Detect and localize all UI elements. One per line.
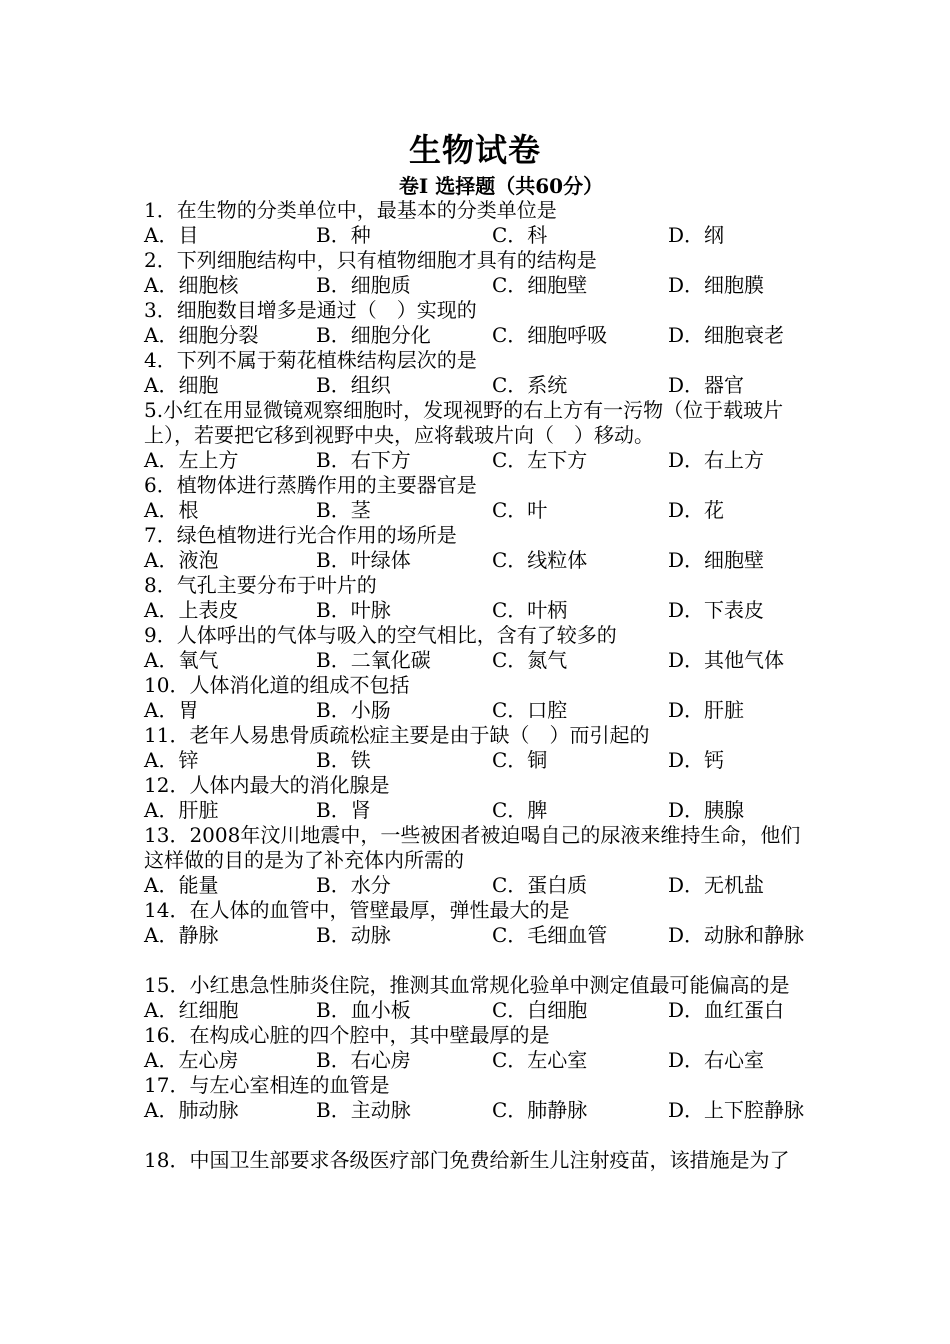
answer-option: C．铜 [492,748,548,772]
question-stem: 14．在人体的血管中，管壁最厚，弹性最大的是 [144,898,570,922]
question-stem: 2．下列细胞结构中，只有植物细胞才具有的结构是 [144,248,597,272]
question-stem: 10．人体消化道的组成不包括 [144,673,410,697]
question-item [144,198,812,248]
answer-option: D．细胞衰老 [668,323,785,347]
answer-option: A．红细胞 [144,998,239,1022]
answer-option: B．小肠 [316,698,391,722]
answer-option: A．细胞 [144,373,219,397]
answer-option: B．右下方 [316,448,411,472]
answer-option: D．细胞壁 [668,548,765,572]
answer-option: B．动脉 [316,923,391,947]
answer-option: C．细胞壁 [492,273,588,297]
answer-option: B．二氧化碳 [316,648,431,672]
answer-option: C．细胞呼吸 [492,323,608,347]
answer-option: D．花 [668,498,725,522]
answer-option: A．氧气 [144,648,219,672]
page-title: 生物试卷 [408,131,541,169]
answer-options [144,323,812,348]
question-item [144,248,812,298]
answer-option: B．叶脉 [316,598,391,622]
answer-option: B．血小板 [316,998,411,1022]
answer-option: D．右上方 [668,448,765,472]
answer-option: D．动脉和静脉 [668,923,805,947]
answer-option: D．上下腔静脉 [668,1098,805,1122]
answer-option: A．左上方 [144,448,239,472]
answer-option: C．左心室 [492,1048,588,1072]
answer-options [144,273,812,298]
answer-option: A．液泡 [144,548,219,572]
answer-option: B．细胞分化 [316,323,431,347]
question-stem: 7．绿色植物进行光合作用的场所是 [144,523,457,547]
answer-option: C．口腔 [492,698,568,722]
question-item [144,673,812,723]
question-item [144,723,812,773]
answer-option: A．目 [144,223,199,247]
answer-option: D．无机盐 [668,873,765,897]
answer-option: B．肾 [316,798,371,822]
question-stem: 5.小红在用显微镜观察细胞时，发现视野的右上方有一污物（位于载玻片上），若要把它移到视野中央，应将载玻片向（ ）移动。 [144,398,784,447]
answer-option: C．左下方 [492,448,588,472]
answer-option: A．肺动脉 [144,1098,239,1122]
question-item [144,298,812,348]
answer-options [144,748,812,773]
question-stem: 6．植物体进行蒸腾作用的主要器官是 [144,473,477,497]
question-item [144,898,812,973]
question-item [144,1148,812,1173]
question-stem: 16．在构成心脏的四个腔中，其中壁最厚的是 [144,1023,550,1047]
answer-option: A．胃 [144,698,199,722]
answer-options [144,448,812,473]
answer-option: D．钙 [668,748,725,772]
answer-option: D．肝脏 [668,698,745,722]
question-stem: 13．2008年汶川地震中，一些被困者被迫喝自己的尿液来维持生命，他们这样做的目的是为了补充体内所需的 [144,823,801,872]
answer-option: C．氮气 [492,648,568,672]
answer-option: D．下表皮 [668,598,765,622]
answer-option: D．胰腺 [668,798,745,822]
question-stem: 8．气孔主要分布于叶片的 [144,573,377,597]
answer-option: A．上表皮 [144,598,239,622]
question-item [144,623,812,673]
answer-option: C．脾 [492,798,548,822]
question-stem: 15．小红患急性肺炎住院，推测其血常规化验单中测定值最可能偏高的是 [144,973,790,997]
question-item [144,973,812,1023]
question-stem: 18．中国卫生部要求各级医疗部门免费给新生儿注射疫苗，该措施是为了 [144,1148,790,1172]
answer-option: D．细胞膜 [668,273,765,297]
question-item [144,773,812,823]
answer-option: A．细胞分裂 [144,323,259,347]
question-stem: 3．细胞数目增多是通过（ ）实现的 [144,298,477,322]
answer-option: C．白细胞 [492,998,588,1022]
answer-option: D．器官 [668,373,745,397]
question-stem: 1．在生物的分类单位中，最基本的分类单位是 [144,198,557,222]
answer-option: C．叶 [492,498,548,522]
question-item [144,523,812,573]
answer-option: A．锌 [144,748,199,772]
section-heading: 卷Ⅰ 选择题（共60分） [398,174,604,198]
answer-option: A．左心房 [144,1048,239,1072]
answer-option: C．叶柄 [492,598,568,622]
answer-option: D．右心室 [668,1048,765,1072]
answer-option: C．系统 [492,373,568,397]
answer-option: C．科 [492,223,548,247]
answer-option: C．线粒体 [492,548,588,572]
answer-option: A．细胞核 [144,273,239,297]
answer-option: B．铁 [316,748,371,772]
answer-option: C．肺静脉 [492,1098,588,1122]
answer-option: B．组织 [316,373,391,397]
answer-option: B．种 [316,223,371,247]
answer-options [144,1048,812,1073]
answer-options [144,548,812,573]
answer-option: B．茎 [316,498,371,522]
answer-option: A．能量 [144,873,219,897]
answer-options [144,798,812,823]
answer-option: B．水分 [316,873,391,897]
question-item [144,398,812,473]
answer-option: B．叶绿体 [316,548,411,572]
answer-option: D．血红蛋白 [668,998,785,1022]
answer-options [144,698,812,723]
answer-options [144,873,812,898]
answer-option: D．纲 [668,223,725,247]
answer-options [144,598,812,623]
answer-option: B．右心房 [316,1048,411,1072]
answer-options [144,373,812,398]
answer-option: B．主动脉 [316,1098,411,1122]
answer-option: B．细胞质 [316,273,411,297]
answer-options [144,923,812,973]
answer-option: D．其他气体 [668,648,785,672]
answer-options [144,1098,812,1148]
question-item [144,1023,812,1073]
answer-option: A．静脉 [144,923,219,947]
question-item [144,823,812,898]
answer-options [144,648,812,673]
question-stem: 11．老年人易患骨质疏松症主要是由于缺（ ）而引起的 [144,723,650,747]
answer-option: C．蛋白质 [492,873,588,897]
question-stem: 12．人体内最大的消化腺是 [144,773,390,797]
question-stem: 17．与左心室相连的血管是 [144,1073,390,1097]
question-stem: 4．下列不属于菊花植株结构层次的是 [144,348,477,372]
answer-options [144,223,812,248]
question-item [144,1073,812,1148]
question-item [144,573,812,623]
answer-options [144,498,812,523]
question-list [144,198,812,1173]
answer-option: C．毛细血管 [492,923,608,947]
answer-options [144,998,812,1023]
answer-option: A．根 [144,498,199,522]
question-item [144,348,812,398]
question-item [144,473,812,523]
question-stem: 9．人体呼出的气体与吸入的空气相比，含有了较多的 [144,623,617,647]
answer-option: A．肝脏 [144,798,219,822]
